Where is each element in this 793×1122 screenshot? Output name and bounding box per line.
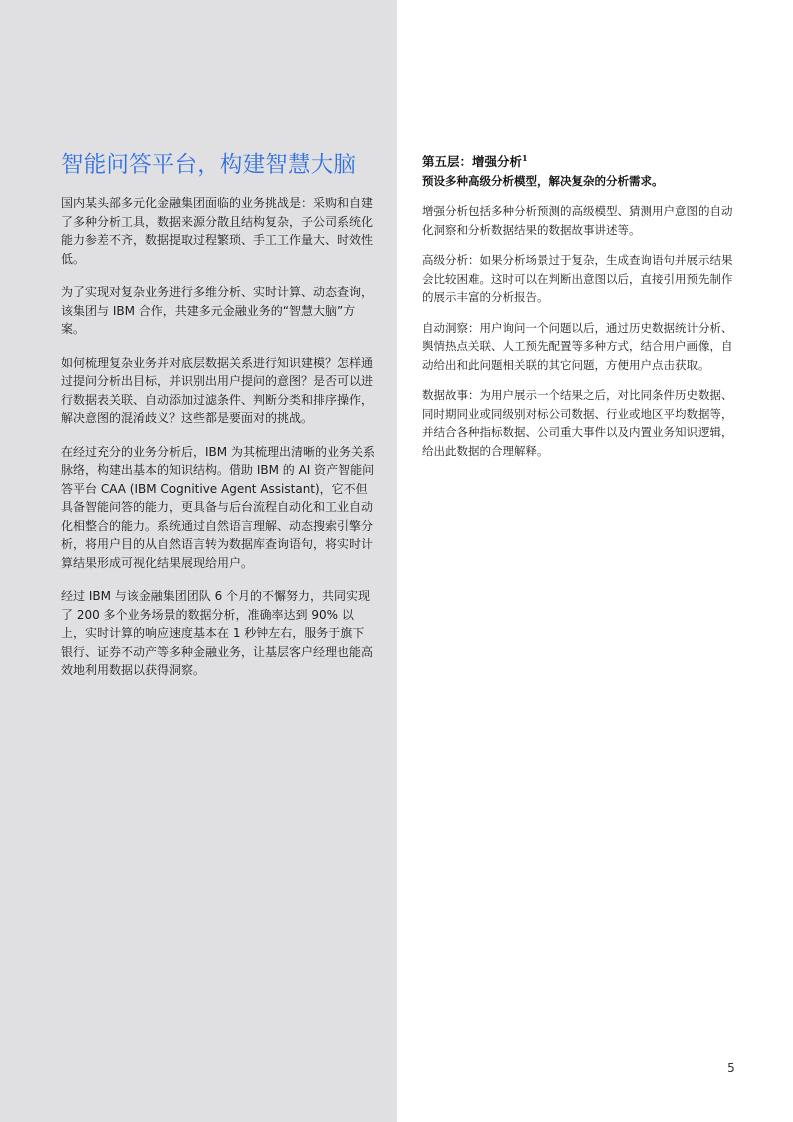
- left-paragraph-5: 经过 IBM 与该金融集团团队 6 个月的不懈努力，共同实现了 200 多个业务场景的数据分析，准确率达到 90% 以上，实时计算的响应速度基本在 1 秒钟左右，服务于旗下银行、证券不动产等多种金融业务，让基层客户经理也能高效地利用数据以获得洞察。: [61, 589, 374, 677]
- page-number: 5: [727, 1061, 735, 1075]
- right-paragraph-3: 自动洞察：用户询问一个问题以后，通过历史数据统计分析、舆情热点关联、人工预先配置等多种方式，结合用户画像，自动给出和此问题相关联的其它问题，方便用户点击获取。: [422, 320, 733, 372]
- left-paragraph-4: 在经过充分的业务分析后，IBM 为其梳理出清晰的业务关系脉络，构建出基本的知识结构。借助 IBM 的 AI 资产智能问答平台 CAA (IBM Cognitive Agent Assistant)，它不但具备智能问答的能力，更具备与后台流程自动化和工业自动化相整合的能力。系统通过自然语言理解、动态搜索引擎分析，将用户目的从自然语言转为数据库查询语句，将实时计算结果形成可视化结果展现给用户。: [61, 444, 375, 570]
- left-paragraph-1: 国内某头部多元化金融集团面临的业务挑战是：采购和自建了多种分析工具，数据来源分散且结构复杂，子公司系统化能力参差不齐，数据提取过程繁琐、手工工作量大、时效性低。: [61, 196, 374, 266]
- left-paragraph-2: 为了实现对复杂业务进行多维分析、实时计算、动态查询，该集团与 IBM 合作，共建多元金融业务的“智慧大脑”方案。: [61, 285, 374, 336]
- right-paragraph-4: 数据故事：为用户展示一个结果之后，对比同条件历史数据、同时期同业或同级别对标公司数据、行业或地区平均数据等，并结合各种指标数据、公司重大事件以及内置业务知识逻辑，给出此数据的合理解释。: [422, 388, 733, 458]
- right-paragraph-2: 高级分析：如果分析场景过于复杂，生成查询语句并展示结果会比较困难。这时可以在判断出意图以后，直接引用预先制作的展示丰富的分析报告。: [422, 253, 733, 305]
- layer-heading-text: 第五层：增强分析: [422, 154, 523, 170]
- case-study-column: [61, 148, 376, 695]
- layer-subheading: 预设多种高级分析模型，解决复杂的分析需求。: [422, 174, 664, 189]
- footnote-marker: 1: [522, 153, 528, 163]
- layer-heading: [422, 148, 734, 172]
- section-title: 智能问答平台，构建智慧大脑: [61, 152, 357, 178]
- left-paragraph-3: 如何梳理复杂业务并对底层数据关系进行知识建模？怎样通过提问分析出目标，并识别出用户提问的意图？是否可以进行数据表关联、自动添加过滤条件、判断分类和排序操作，解决意图的混淆歧义？这些都是要面对的挑战。: [61, 355, 374, 425]
- analysis-column: [422, 148, 734, 472]
- right-paragraph-1: 增强分析包括多种分析预测的高级模型、猜测用户意图的自动化洞察和分析数据结果的数据故事讲述等。: [422, 204, 733, 237]
